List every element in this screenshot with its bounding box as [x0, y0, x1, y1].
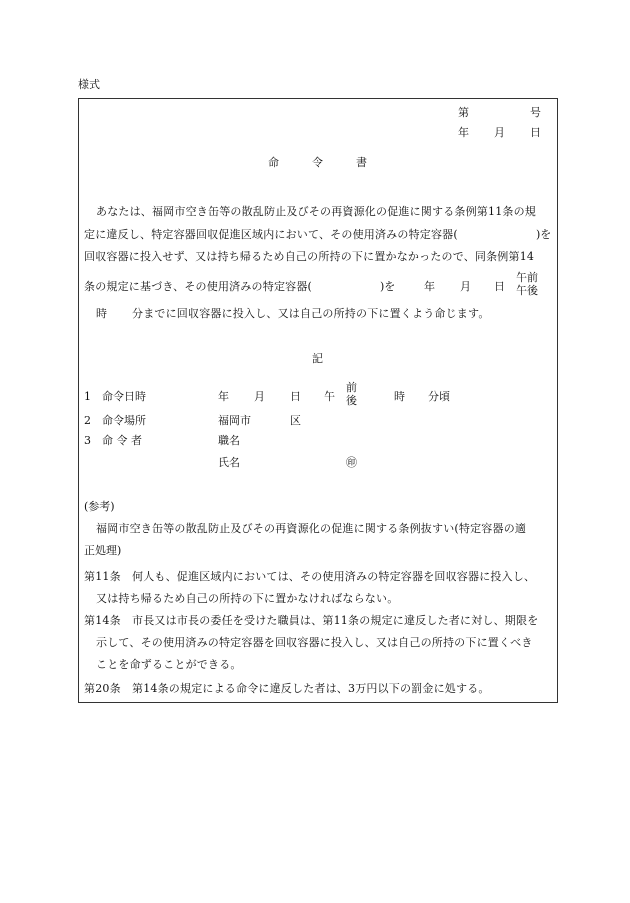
body-line-4-close: )を	[380, 280, 396, 293]
date-year: 年	[458, 126, 469, 139]
item-1-number: 1	[84, 390, 91, 403]
article-14-line-1: 第14条 市長又は市長の委任を受けた職員は、第11条の規定に違反した者に対し、期限を	[84, 614, 539, 627]
deadline-month: 月	[460, 280, 471, 293]
document-number-prefix: 第	[458, 106, 469, 119]
body-line-4: 条の規定に基づき、その使用済みの特定容器(	[84, 280, 313, 293]
reference-heading: (参考)	[84, 500, 115, 513]
body-line-5: 分までに回収容器に投入し、又は自己の所持の下に置くよう命じます。	[132, 307, 490, 320]
seal-mark: ㊞	[346, 456, 357, 469]
title-char-1: 命	[268, 156, 279, 169]
item-1-ampm	[346, 382, 357, 407]
article-11-line-1: 第11条 何人も、促進区域内においては、その使用済みの特定容器を回収容器に投入し、	[84, 570, 536, 583]
article-14-line-3: ことを命ずることができる。	[96, 658, 242, 671]
item-1-label: 命令日時	[102, 390, 146, 403]
item-2-city: 福岡市	[218, 414, 251, 427]
ampm-pm: 午後	[516, 283, 538, 297]
item-3-name: 氏名	[218, 456, 240, 469]
body-line-3: 回収容器に投入せず、又は持ち帰るため自己の所持の下に置かなかったので、同条例第14	[84, 250, 535, 263]
ordinance-title-line-2: 正処理)	[84, 544, 122, 557]
deadline-year: 年	[424, 280, 435, 293]
ampm-am: 午前	[516, 271, 538, 284]
item-1-minute: 分頃	[428, 390, 450, 403]
date-day: 日	[530, 126, 541, 139]
item-1-go: 後	[346, 393, 357, 407]
item-2-ward: 区	[290, 414, 301, 427]
title-char-3: 書	[356, 156, 367, 169]
body-line-1: あなたは、福岡市空き缶等の散乱防止及びその再資源化の促進に関する条例第11条の規	[96, 205, 536, 218]
item-1-month: 月	[254, 390, 265, 403]
title-char-2: 令	[312, 156, 323, 169]
item-2-label: 命令場所	[102, 414, 146, 427]
item-1-year: 年	[218, 390, 229, 403]
item-3-number: 3	[84, 434, 91, 447]
deadline-day: 日	[494, 280, 505, 293]
item-1-gozen-prefix: 午	[324, 390, 335, 403]
document-number-suffix: 号	[530, 106, 541, 119]
item-1-hour: 時	[394, 390, 405, 403]
item-2-number: 2	[84, 414, 91, 427]
date-month: 月	[494, 126, 505, 139]
deadline-ampm	[516, 272, 538, 297]
ordinance-title-line-1: 福岡市空き缶等の散乱防止及びその再資源化の促進に関する条例抜すい(特定容器の適	[96, 522, 527, 535]
article-20-line-1: 第20条 第14条の規定による命令に違反した者は、3万円以下の罰金に処する。	[84, 682, 490, 695]
item-1-zen: 前	[346, 381, 357, 394]
body-line-2: 定に違反し、特定容器回収促進区域内において、その使用済みの特定容器(	[84, 228, 458, 241]
article-14-line-2: 示して、その使用済みの特定容器を回収容器に投入し、又は自己の所持の下に置くべき	[96, 636, 533, 649]
order-form-frame	[78, 98, 558, 703]
ki-heading: 記	[312, 352, 323, 365]
form-label: 様式	[78, 78, 100, 91]
item-3-post: 職名	[218, 434, 240, 447]
item-3-label: 命 令 者	[102, 434, 142, 447]
item-1-day: 日	[290, 390, 301, 403]
deadline-hour: 時	[96, 307, 107, 320]
article-11-line-2: 又は持ち帰るため自己の所持の下に置かなければならない。	[96, 592, 399, 605]
body-line-2-close: )を	[536, 228, 552, 241]
